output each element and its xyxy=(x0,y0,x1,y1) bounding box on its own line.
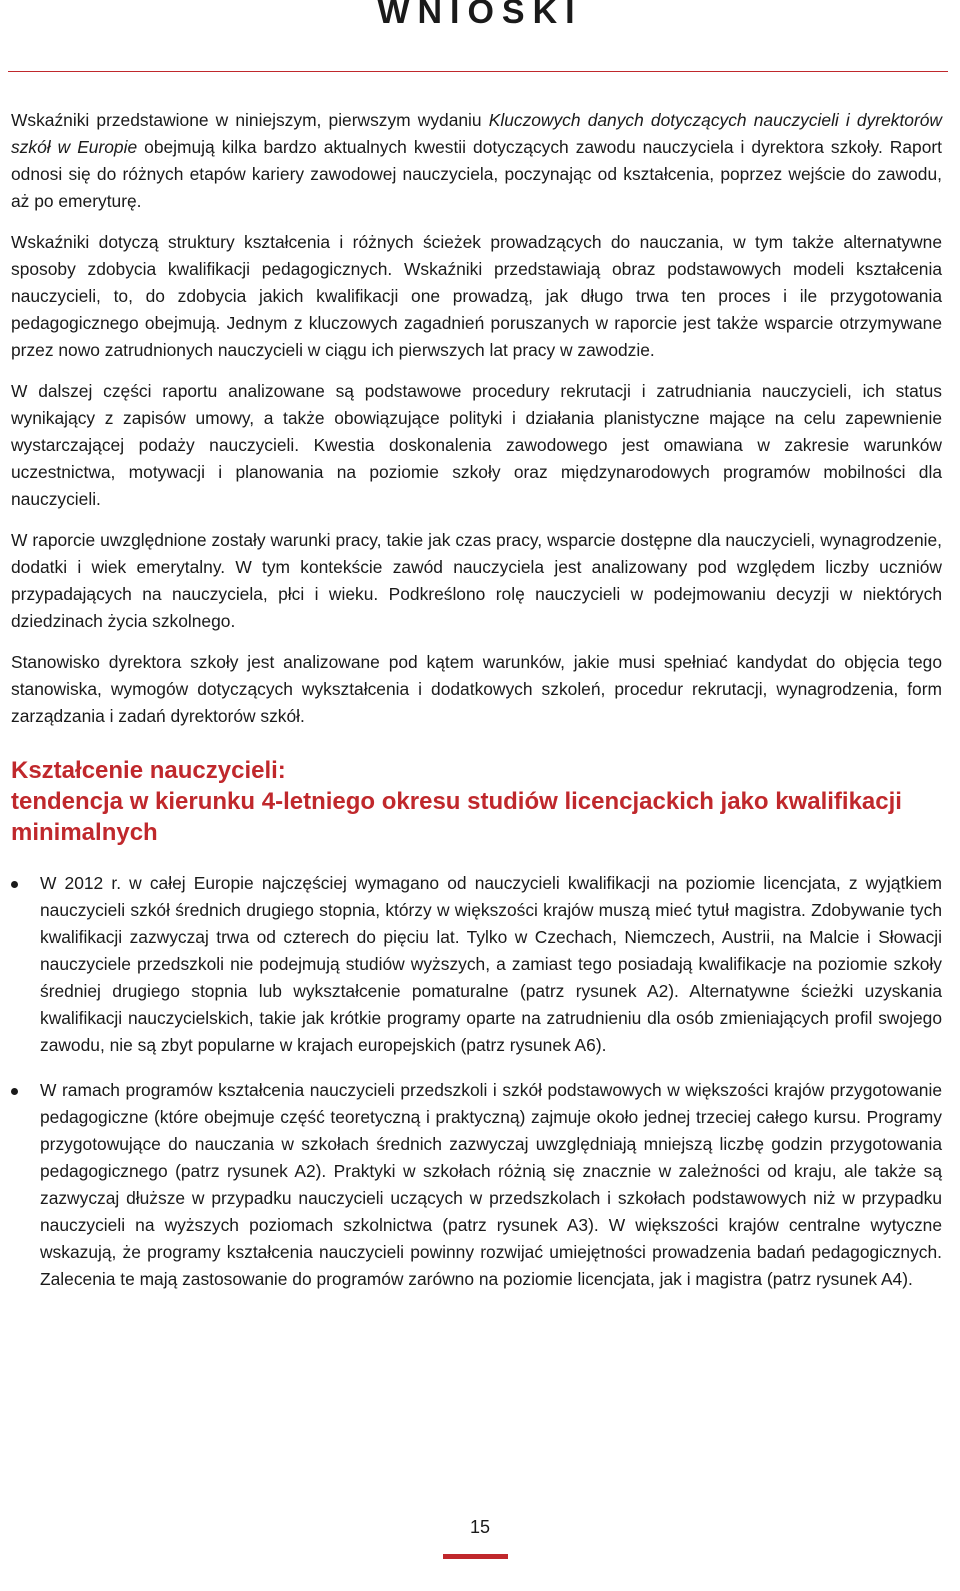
page-number: 15 xyxy=(469,1517,491,1537)
list-item-text: W 2012 r. w całej Europie najczęściej wymagano od nauczycieli kwalifikacji na poziomie licencjata, z wyjątkiem nauczycieli szkół średnich drugiego stopnia, którzy w większości krajów muszą mieć tytuł magistra. Zdobywanie tych kwalifikacji zazwyczaj trwa od czterech do pięciu lat. Tylko w Czechach, Niemczech, Austrii, na Malcie i Słowacji nauczyciele przedszkoli nie podejmują studiów wyższych, a zamiast tego posiadają kwalifikacje na poziomie szkoły średniej drugiego stopnia lub wykształcenie pomaturalne (patrz rysunek A2). Alternatywne ścieżki uzyskania kwalifikacji nauczycielskich, takie jak krótkie programy oparte na zatrudnieniu dla osób zmieniających profil swojego zawodu, nie są zbyt popularne w krajach europejskich (patrz rysunek A6). xyxy=(40,873,942,1055)
section-heading-line1: Kształcenie nauczycieli: xyxy=(11,757,286,784)
bullet-list xyxy=(11,870,942,1293)
paragraph-structure: Wskaźniki dotyczą struktury kształcenia i różnych ścieżek prowadzących do nauczania, w tym także alternatywne sposoby zdobycia kwalifikacji pedagogicznych. Wskaźniki przedstawiają obraz podstawowych modeli kształcenia nauczycieli, to, do zdobycia jakich kwalifikacji one prowadzą, jak długo trwa ten proces i ile przygotowania pedagogicznego obejmują. Jednym z kluczowych zagadnień poruszanych w raporcie jest także wsparcie otrzymywane przez nowo zatrudnionych nauczycieli w ciągu ich pierwszych lat pracy w zawodzie. xyxy=(11,232,942,360)
title-divider xyxy=(8,71,948,72)
publication-title: Kluczowych danych dotyczących nauczycieli i dyrektorów szkół w Europie xyxy=(11,110,942,157)
page-title: WNIOSKI xyxy=(377,0,583,31)
section-heading xyxy=(11,755,942,848)
section-heading-line2: tendencja w kierunku 4-letniego okresu studiów licencjackich jako kwalifikacji minimalnych xyxy=(11,788,902,846)
paragraph-working-conditions: W raporcie uwzględnione zostały warunki pracy, takie jak czas pracy, wsparcie dostępne dla nauczycieli, wynagrodzenie, dodatki i wiek emerytalny. W tym kontekście zawód nauczyciela jest analizowany pod względem liczby uczniów przypadających na nauczyciela, płci i wieku. Podkreślono rolę nauczycieli w podejmowaniu decyzji w niektórych dziedzinach życia szkolnego. xyxy=(11,530,942,631)
footer-accent-bar xyxy=(443,1554,508,1559)
paragraph-intro-start: Wskaźniki przedstawione w niniejszym, pierwszym wydaniu xyxy=(11,110,489,130)
paragraph-school-heads: Stanowisko dyrektora szkoły jest analizowane pod kątem warunków, jakie musi spełniać kandydat do objęcia tego stanowiska, wymogów dotyczących wykształcenia i dodatkowych szkoleń, procedur rekrutacji, wynagrodzenia, form zarządzania i zadań dyrektorów szkół. xyxy=(11,652,942,726)
list-item xyxy=(11,870,942,1059)
list-item-text: W ramach programów kształcenia nauczycieli przedszkoli i szkół podstawowych w większości krajów przygotowanie pedagogiczne (które obejmuje część teoretyczną i praktyczną) zajmuje około jednej trzeciej całego kursu. Programy przygotowujące do nauczania w szkołach średnich zazwyczaj uwzględniają mniejszą liczbę godzin przygotowania pedagogicznego (patrz rysunek A2). Praktyki w szkołach różnią się znacznie w zależności od kraju, ale także są zazwyczaj dłuższe w przypadku nauczycieli uczących w przedszkolach i szkołach podstawowych niż w przypadku nauczycieli na wyższych poziomach szkolnictwa (patrz rysunek A3). W większości krajów centralne wytyczne wskazują, że programy kształcenia nauczycieli powinny rozwijać umiejętności prowadzenia badań pedagogicznych. Zalecenia te mają zastosowanie do programów zarówno na poziomie licencjata, jak i magistra (patrz rysunek A4). xyxy=(40,1080,942,1289)
bullet-icon xyxy=(11,881,18,888)
paragraph-recruitment: W dalszej części raportu analizowane są podstawowe procedury rekrutacji i zatrudniania nauczycieli, ich status wynikający z zapisów umowy, a także obowiązujące polityki i działania planistyczne mające na celu zapewnienie wystarczającej podaży nauczycieli. Kwestia doskonalenia zawodowego jest omawiana w zakresie warunków uczestnictwa, motywacji i planowania na poziomie szkoły oraz międzynarodowych programów mobilności dla nauczycieli. xyxy=(11,381,942,509)
paragraph-intro xyxy=(11,107,942,215)
document-body xyxy=(11,107,942,1311)
bullet-icon xyxy=(11,1088,18,1095)
paragraph-intro-end: obejmują kilka bardzo aktualnych kwestii dotyczących zawodu nauczyciela i dyrektora szkoły. Raport odnosi się do różnych etapów kariery zawodowej nauczyciela, poczynając od kształcenia, poprzez wejście do zawodu, aż po emeryturę. xyxy=(11,137,942,211)
list-item xyxy=(11,1077,942,1293)
